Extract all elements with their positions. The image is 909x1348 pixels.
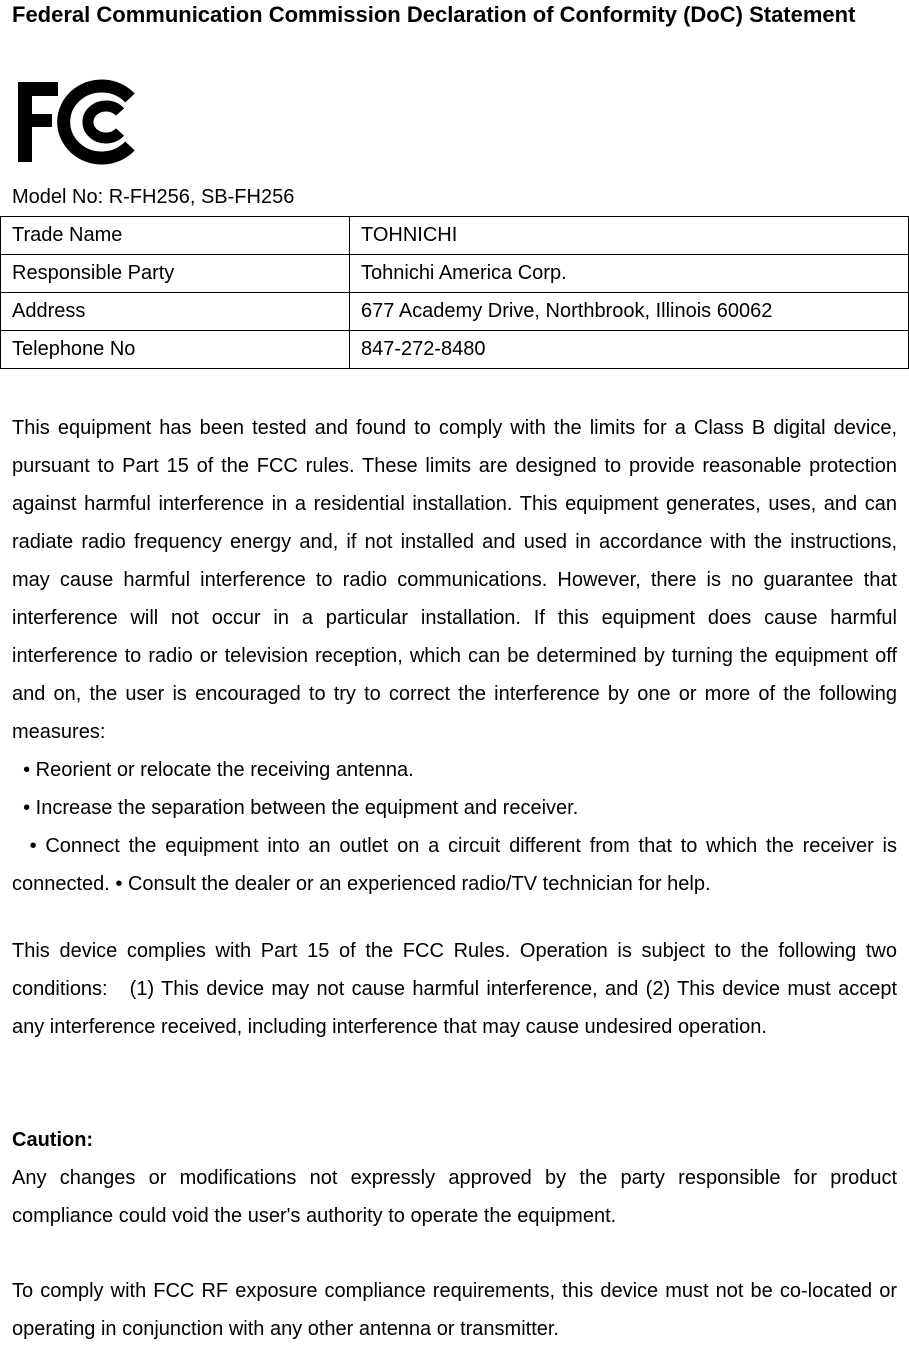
table-value: 677 Academy Drive, Northbrook, Illinois 60062 (350, 293, 909, 331)
table-value: Tohnichi America Corp. (350, 255, 909, 293)
page-title: Federal Communication Commission Declaration of Conformity (DoC) Statement (12, 2, 856, 27)
paragraph-text: This equipment has been tested and found to comply with the limits for a Class B digital device, pursuant to Part 15 of the FCC rules. These limits are designed to provide reasonable protection against harmful interference in a residential installation. This equipment generates, uses, and can radiate radio frequency energy and, if not installed and used in accordance with the instructions, may cause harmful interference to radio communications. However, there is no guarantee that interference will not occur in a particular installation. If this equipment does cause harmful interference to radio or television reception, which can be determined by turning the equipment off and on, the user is encouraged to try to correct the interference by one or more of the following measures: (12, 417, 897, 743)
table-label: Trade Name (1, 217, 350, 255)
table-label: Telephone No (1, 331, 350, 369)
table-label: Address (1, 293, 350, 331)
table-row (1, 217, 909, 255)
table-value: TOHNICHI (350, 217, 909, 255)
bullet-item: • Increase the separation between the equipment and receiver. (12, 797, 579, 819)
fcc-logo (12, 70, 146, 170)
table-label: Responsible Party (1, 255, 350, 293)
info-table (0, 216, 909, 369)
compliance-paragraph (12, 409, 903, 903)
bullet-item: • Reorient or relocate the receiving antenna. (12, 759, 414, 781)
caution-heading: Caution: (12, 1129, 94, 1151)
table-row (1, 293, 909, 331)
part15-paragraph: This device complies with Part 15 of the FCC Rules. Operation is subject to the following two conditions: (1) This device may not cause harmful interference, and (2) This device must accept any interference received, including interference that may cause undesired operation. (12, 940, 903, 1038)
table-value: 847-272-8480 (350, 331, 909, 369)
rf-exposure-paragraph: To comply with FCC RF exposure compliance requirements, this device must not be co-located or operating in conjunction with any other antenna or transmitter. (12, 1280, 897, 1340)
table-row (1, 255, 909, 293)
caution-paragraph: Any changes or modifications not expressly approved by the party responsible for product compliance could void the user's authority to operate the equipment. (12, 1167, 897, 1227)
table-row (1, 331, 909, 369)
bullet-item: • Connect the equipment into an outlet on a circuit different from that to which the receiver is connected. • Consult the dealer or an experienced radio/TV technician for help. (12, 835, 903, 895)
model-number: Model No: R-FH256, SB-FH256 (12, 186, 295, 208)
